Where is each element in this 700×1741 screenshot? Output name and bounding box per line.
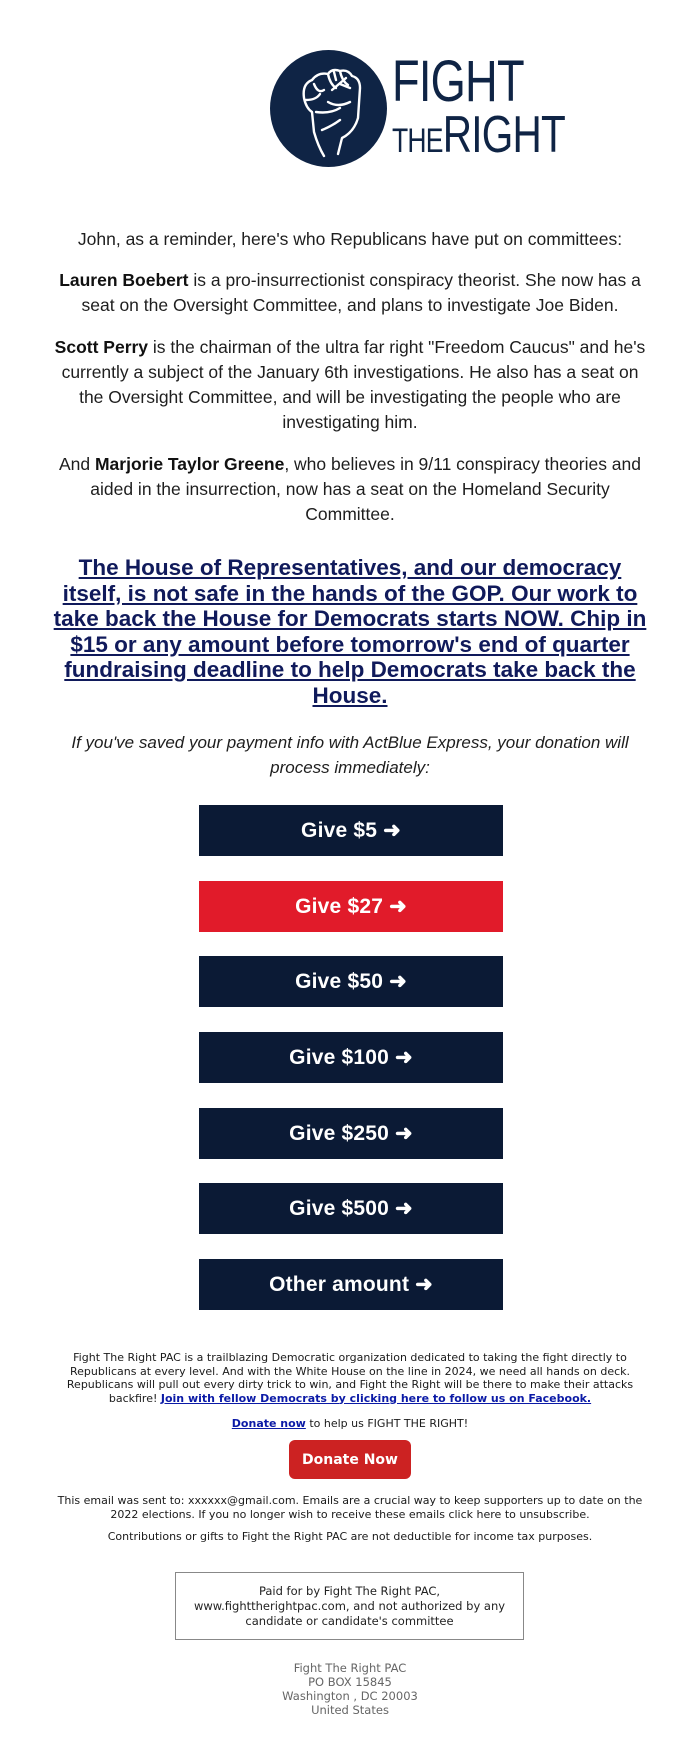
arrow-right-icon: ➜ bbox=[389, 970, 407, 993]
give-5-button[interactable] bbox=[199, 805, 503, 856]
give-250-button[interactable] bbox=[199, 1108, 503, 1159]
mailing-address bbox=[50, 1661, 650, 1717]
give-50-label: Give $50 bbox=[295, 969, 384, 993]
logo-word-right: RIGHT bbox=[442, 106, 565, 164]
about-pac-text bbox=[50, 1351, 650, 1405]
give-27-button[interactable] bbox=[199, 881, 503, 932]
give-250-label: Give $250 bbox=[289, 1121, 390, 1145]
fight-the-right-logo[interactable] bbox=[270, 49, 565, 168]
arrow-right-icon: ➜ bbox=[395, 1122, 413, 1145]
give-100-button[interactable] bbox=[199, 1032, 503, 1083]
address-line-city: Washington , DC 20003 bbox=[282, 1689, 418, 1703]
donate-now-suffix: to help us FIGHT THE RIGHT! bbox=[305, 1417, 469, 1430]
about-pac-body: Fight The Right PAC is a trailblazing Democratic organization dedicated to taking the fight directly to Republicans at every level. And with the White House on the line in 2024, we need all hands on deck. Republicans will pull out every dirty trick to win, and Fight the Right will be there to make their attacks backfire! bbox=[66, 1351, 634, 1405]
give-other-label: Other amount bbox=[269, 1272, 410, 1296]
logo-line-the-right bbox=[392, 108, 565, 168]
arrow-right-icon: ➜ bbox=[395, 1046, 413, 1069]
name-perry: Scott Perry bbox=[54, 337, 149, 357]
intro-text: John, as a reminder, here's who Republicans have put on committees: bbox=[77, 229, 623, 249]
name-greene: Marjorie Taylor Greene bbox=[94, 454, 285, 474]
arrow-right-icon: ➜ bbox=[389, 895, 407, 918]
paragraph-perry-text: is the chairman of the ultra far right "Freedom Caucus" and he's currently a subject of the January 6th investigations. He also has a seat on the Oversight Committee, and will be investigating the people who are investigating him. bbox=[61, 337, 646, 432]
logo-line-fight: FIGHT bbox=[392, 49, 524, 114]
paragraph-boebert bbox=[50, 268, 650, 318]
address-line-country: United States bbox=[311, 1703, 389, 1717]
give-50-button[interactable] bbox=[199, 956, 503, 1007]
actblue-express-note: If you've saved your payment info with ActBlue Express, your donation will process immediately: bbox=[71, 733, 629, 777]
give-other-amount-button[interactable] bbox=[199, 1259, 503, 1310]
address-line-pobox: PO BOX 15845 bbox=[308, 1675, 392, 1689]
donate-now-line bbox=[50, 1417, 650, 1431]
donate-headline-link[interactable]: The House of Representatives, and our democracy itself, is not safe in the hands of the GOP. Our work to take back the House for Democrats starts NOW. Chip in $15 or any amount before tomorrow's end of quarter fundraising deadline to help Democrats take back the House. bbox=[53, 555, 647, 708]
sent-to-text: This email was sent to: xxxxxx@gmail.com. Emails are a crucial way to keep supporters up to date on the 2022 elections. If you no longer wish to receive these emails click here to unsubscribe. bbox=[57, 1494, 643, 1521]
donate-now-link[interactable]: Donate now bbox=[231, 1417, 306, 1430]
logo-wordmark bbox=[392, 49, 614, 168]
give-27-label: Give $27 bbox=[295, 894, 384, 918]
donate-now-button[interactable]: Donate Now bbox=[289, 1440, 411, 1479]
facebook-follow-link[interactable]: Join with fellow Democrats by clicking here to follow us on Facebook. bbox=[160, 1391, 592, 1405]
raised-fist-icon bbox=[270, 50, 387, 167]
give-500-button[interactable] bbox=[199, 1183, 503, 1234]
arrow-right-icon: ➜ bbox=[395, 1197, 413, 1220]
paragraph-greene-prefix: And bbox=[58, 454, 95, 474]
address-line-org: Fight The Right PAC bbox=[293, 1661, 407, 1675]
paragraph-perry bbox=[50, 335, 650, 435]
paid-for-disclaimer: Paid for by Fight The Right PAC, www.fighttherightpac.com, and not authorized by any candidate or candidate's committee bbox=[175, 1572, 524, 1640]
tax-deductible-note: Contributions or gifts to Fight the Right PAC are not deductible for income tax purposes. bbox=[107, 1530, 593, 1543]
paragraph-greene-text: , who believes in 9/11 conspiracy theories and aided in the insurrection, now has a seat on the Homeland Security Committee. bbox=[90, 454, 642, 524]
arrow-right-icon: ➜ bbox=[415, 1273, 433, 1296]
give-500-label: Give $500 bbox=[289, 1196, 390, 1220]
logo-word-the: THE bbox=[392, 122, 443, 160]
name-boebert: Lauren Boebert bbox=[59, 270, 189, 290]
give-5-label: Give $5 bbox=[301, 818, 378, 842]
arrow-right-icon: ➜ bbox=[383, 819, 401, 842]
give-100-label: Give $100 bbox=[289, 1045, 390, 1069]
paragraph-greene bbox=[50, 452, 650, 527]
paragraph-boebert-text: is a pro-insurrectionist conspiracy theorist. She now has a seat on the Oversight Committee, and plans to investigate Joe Biden. bbox=[81, 270, 641, 315]
